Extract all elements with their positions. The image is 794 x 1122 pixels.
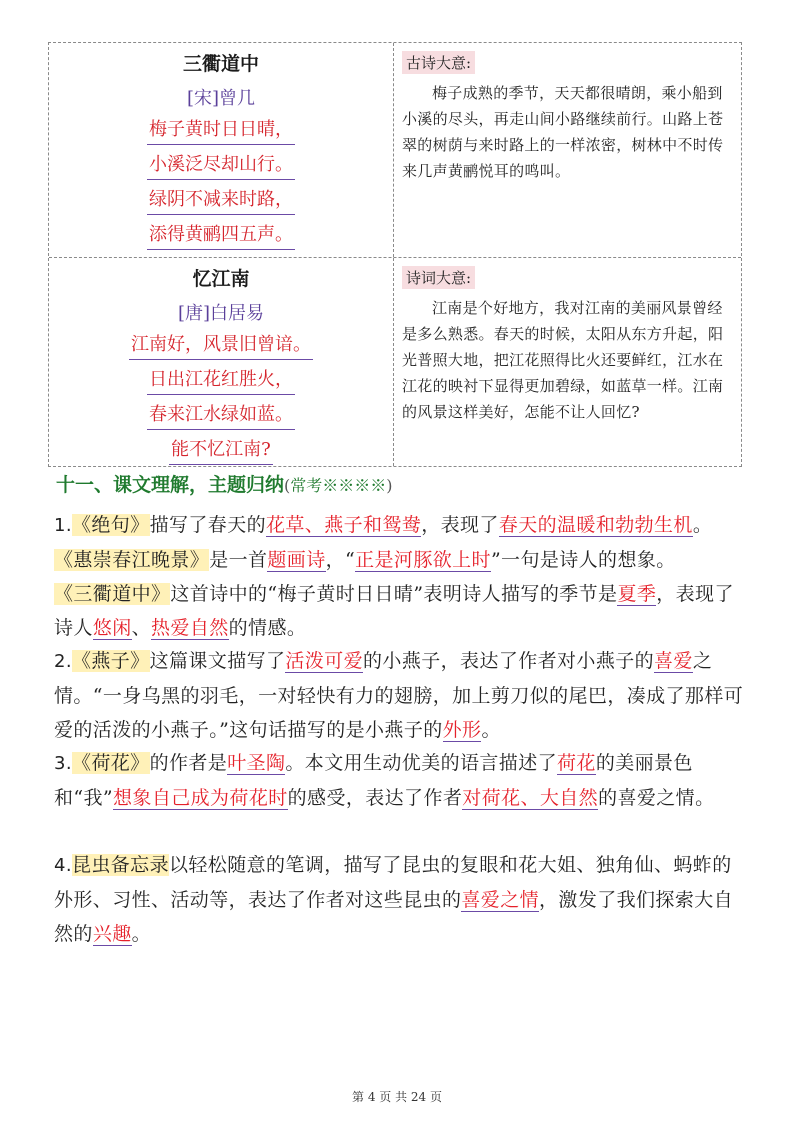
answer-text: 荷花 [557,752,596,774]
text: 、 [131,617,152,639]
poem-author: [宋]曾几 [186,88,256,109]
section-tag: 常考※※※※ [290,476,387,495]
answer-text: 对荷花、大自然 [462,787,599,809]
text: 的美丽景色和“我” [54,752,693,809]
item-2 [54,644,744,747]
answer-text: 喜爱 [654,650,693,672]
meaning-label: 古诗大意: [402,51,475,74]
text-title: 《三衢道中》 [54,583,171,605]
poem-line: 添得黄鹂四五声。 [147,223,295,250]
poem-title: 三衢道中 [182,53,259,75]
poem-cell [49,258,394,466]
item-number: 3. [54,753,72,774]
item-4 [54,848,744,951]
section-heading [56,470,393,497]
text: 之情。“一身乌黑的羽毛，一对轻快有力的翅膀，加上剪刀似的尾巴，凑成了那样可爱的活泼的小燕子。”这句话描写的是小燕子的 [54,650,744,741]
poem-line: 江南好，风景旧曾谙。 [129,333,313,360]
poem-table [48,42,742,467]
poem-line: 春来江水绿如蓝。 [147,403,295,430]
answer-text: 叶圣陶 [227,752,286,774]
item-number: 2. [54,651,72,672]
text: ，表现了 [421,514,499,536]
text: 。本文用生动优美的语言描述了 [285,752,558,774]
meaning-cell [394,258,741,466]
text-title: 昆虫备忘录 [71,854,169,876]
section-tag-close: ) [386,476,393,495]
meaning-text: 梅子成熟的季节，天天都很晴朗，乘小船到小溪的尽头，再走山间小路继续前行。山路上苍翠的树荫与来时路上的一样浓密，树林中不时传来几声黄鹂悦耳的鸣叫。 [402,84,724,180]
text: 是一首 [209,549,268,571]
poem-line: 日出江花红胜火， [147,368,295,395]
answer-text: 外形 [442,719,482,741]
text: ，激发了我们探索大自然的 [54,889,734,945]
answer-text: 热爱自然 [151,617,229,639]
text: 以轻松随意的笔调，描写了昆虫的复眼和花大姐、独角仙、蚂蚱的外形、习性、活动等，表达了作者对这些昆虫的 [54,854,732,911]
poem-row-yijiangnan [49,258,741,466]
poem-row-sanqu [49,43,741,258]
text-title: 《荷花》 [71,752,150,774]
text: 的感受，表达了作者 [287,787,463,809]
page-footer: 第 4 页 共 24 页 [352,1090,442,1104]
text: 的情感。 [228,617,307,639]
text-title: 《惠崇春江晚景》 [54,549,210,571]
item-1 [54,508,744,645]
poem-line: 绿阴不减来时路， [147,188,295,215]
poem-title: 忆江南 [192,268,250,290]
text: ，表现了诗人 [54,583,734,639]
item-number: 1. [54,515,72,536]
poem-line: 能不忆江南? [169,438,273,465]
text: 这首诗中的“梅子黄时日日晴”表明诗人描写的季节是 [170,583,618,605]
poem-line: 梅子黄时日日晴， [147,118,295,145]
answer-text: 正是河豚欲上时 [355,549,491,571]
text: ”一句是诗人的想象。 [490,549,676,571]
text: 的小燕子，表达了作者对小燕子的 [363,650,655,672]
poem-cell [49,43,394,257]
item-number: 4. [54,855,72,876]
text: 的作者是 [149,752,228,774]
answer-text: 活泼可爱 [285,650,364,672]
answer-text: 春天的温暖和勃勃生机 [498,514,693,536]
answer-text: 悠闲 [92,617,132,639]
answer-text: 花草、燕子和鸳鸯 [266,514,422,536]
answer-text: 喜爱之情 [461,889,540,911]
text: ，“ [325,549,356,571]
section-title-text: 十一、课文理解，主题归纳 [56,474,285,496]
answer-text: 题画诗 [267,549,326,571]
answer-text: 夏季 [617,583,657,605]
text: 。 [131,923,152,945]
section-tag-open: ( [284,476,291,495]
text: 描写了春天的 [149,514,266,536]
meaning-text: 江南是个好地方，我对江南的美丽风景曾经是多么熟悉。春天的时候，太阳从东方升起，阳光普照大地，把江花照得比火还要鲜红，江水在江花的映衬下显得更加碧绿，如蓝草一样。江南的风景这样美好，怎能不让人回忆? [402,299,724,421]
meaning-cell [394,43,741,257]
answer-text: 想象自己成为荷花时 [113,787,288,809]
text: 。 [692,514,713,536]
text: 。 [481,719,501,741]
poem-author: [唐]白居易 [177,303,265,324]
text-title: 《绝句》 [71,514,150,536]
text: 的喜爱之情。 [598,787,715,809]
poem-line: 小溪泛尽却山行。 [147,153,295,180]
text-title: 《燕子》 [71,650,150,672]
text: 这篇课文描写了 [149,650,286,672]
meaning-label: 诗词大意: [402,266,475,289]
item-3 [54,746,744,815]
answer-text: 兴趣 [92,923,132,945]
